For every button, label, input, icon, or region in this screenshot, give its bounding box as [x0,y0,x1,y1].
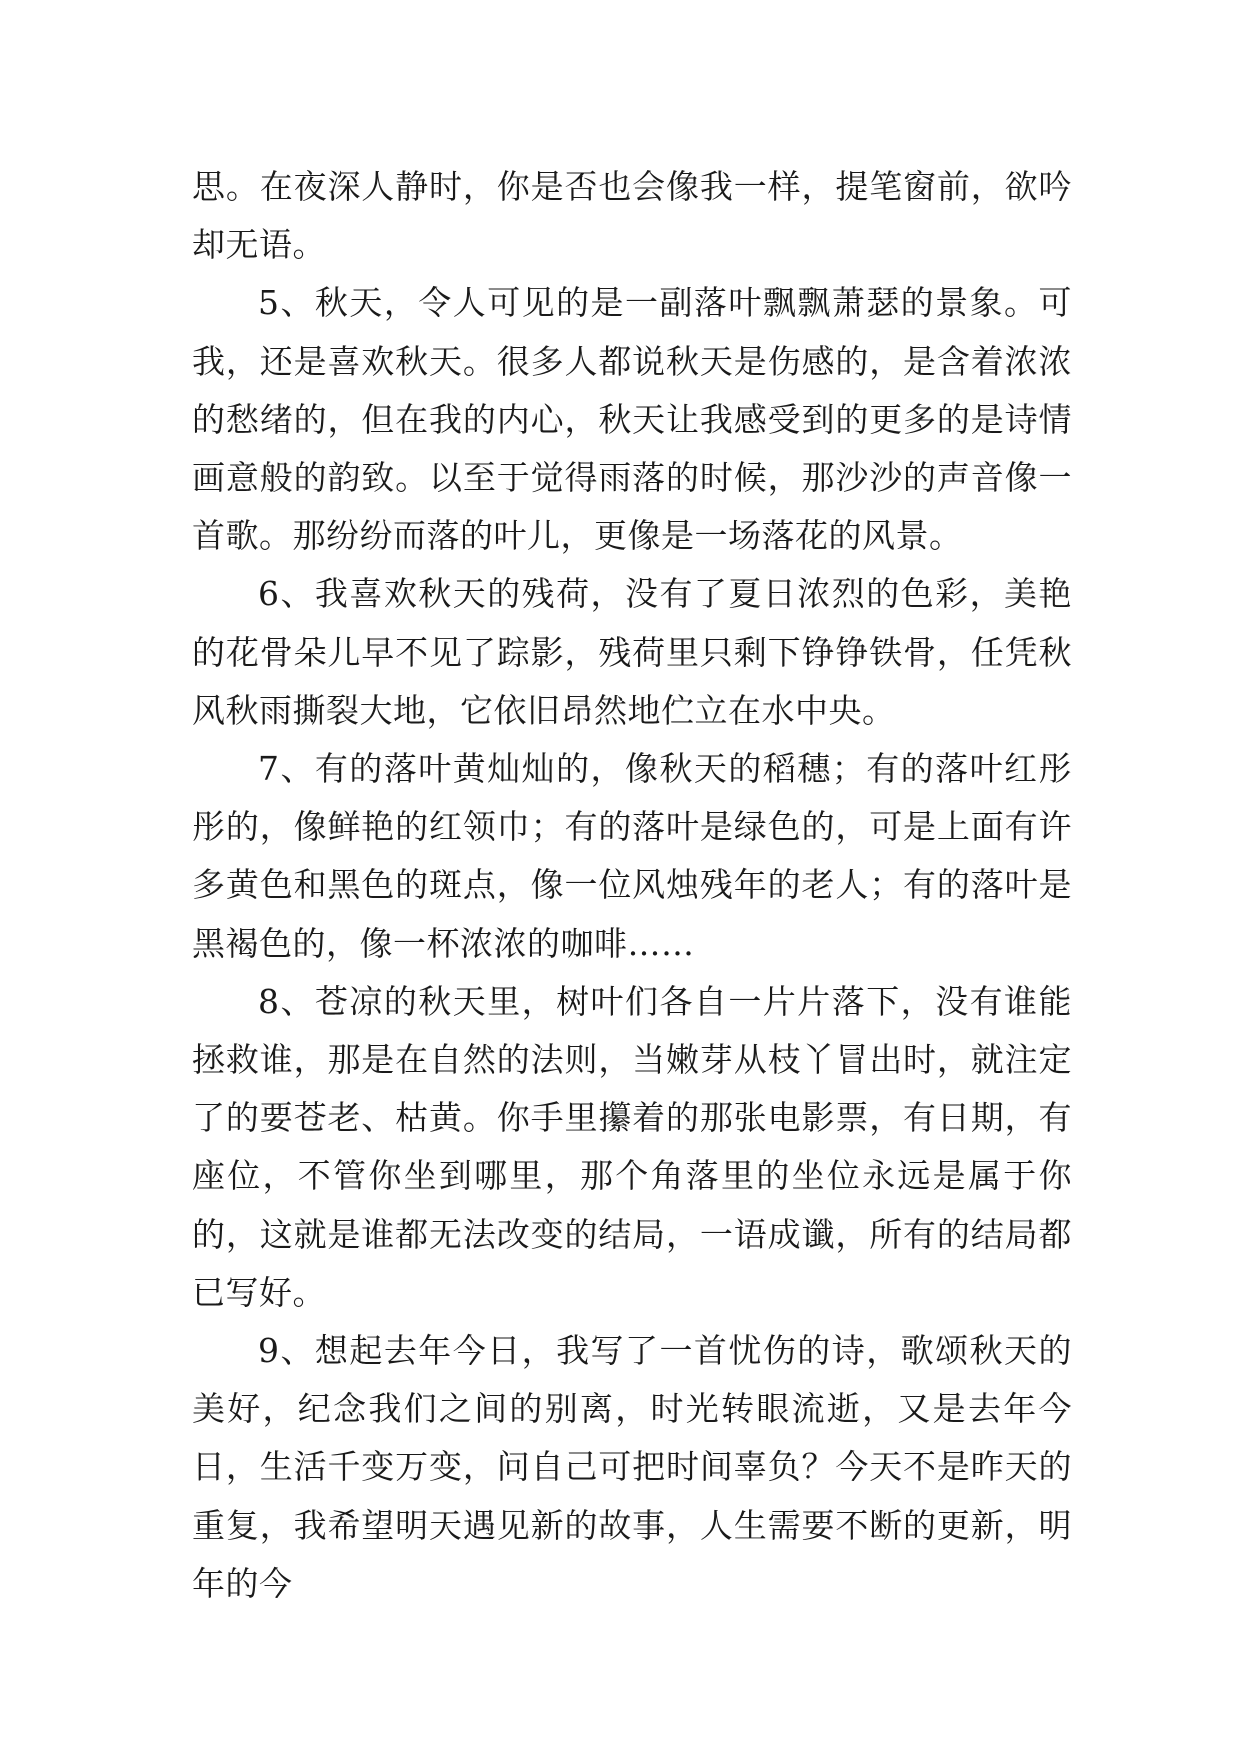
paragraph-item-6: 6、我喜欢秋天的残荷，没有了夏日浓烈的色彩，美艳的花骨朵儿早不见了踪影，残荷里只剩下铮铮铁骨，任凭秋风秋雨撕裂大地，它依旧昂然地伫立在水中央。 [192,574,1072,730]
paragraph-continuation: 思。在夜深人静时，你是否也会像我一样，提笔窗前，欲吟却无语。 [192,167,1072,265]
paragraph-item-7: 7、有的落叶黄灿灿的，像秋天的稻穗；有的落叶红彤彤的，像鲜艳的红领巾；有的落叶是绿色的，可是上面有许多黄色和黑色的斑点，像一位风烛残年的老人；有的落叶是黑褐色的，像一杯浓浓的咖啡…… [192,749,1072,963]
paragraph-item-9: 9、想起去年今日，我写了一首忧伤的诗，歌颂秋天的美好，纪念我们之间的别离，时光转眼流逝，又是去年今日，生活千变万变，问自己可把时间辜负？今天不是昨天的重复，我希望明天遇见新的故事，人生需要不断的更新，明年的今 [192,1331,1072,1603]
paragraph-item-8: 8、苍凉的秋天里，树叶们各自一片片落下，没有谁能拯救谁，那是在自然的法则，当嫩芽从枝丫冒出时，就注定了的要苍老、枯黄。你手里攥着的那张电影票，有日期，有座位，不管你坐到哪里，那个角落里的坐位永远是属于你的，这就是谁都无法改变的结局，一语成谶，所有的结局都已写好。 [192,981,1072,1312]
paragraph-item-5: 5、秋天，令人可见的是一副落叶飘飘萧瑟的景象。可我，还是喜欢秋天。很多人都说秋天是伤感的，是含着浓浓的愁绪的，但在我的内心，秋天让我感受到的更多的是诗情画意般的韵致。以至于觉得雨落的时候，那沙沙的声音像一首歌。那纷纷而落的叶儿，更像是一场落花的风景。 [192,283,1072,556]
document-body [192,158,1072,1613]
